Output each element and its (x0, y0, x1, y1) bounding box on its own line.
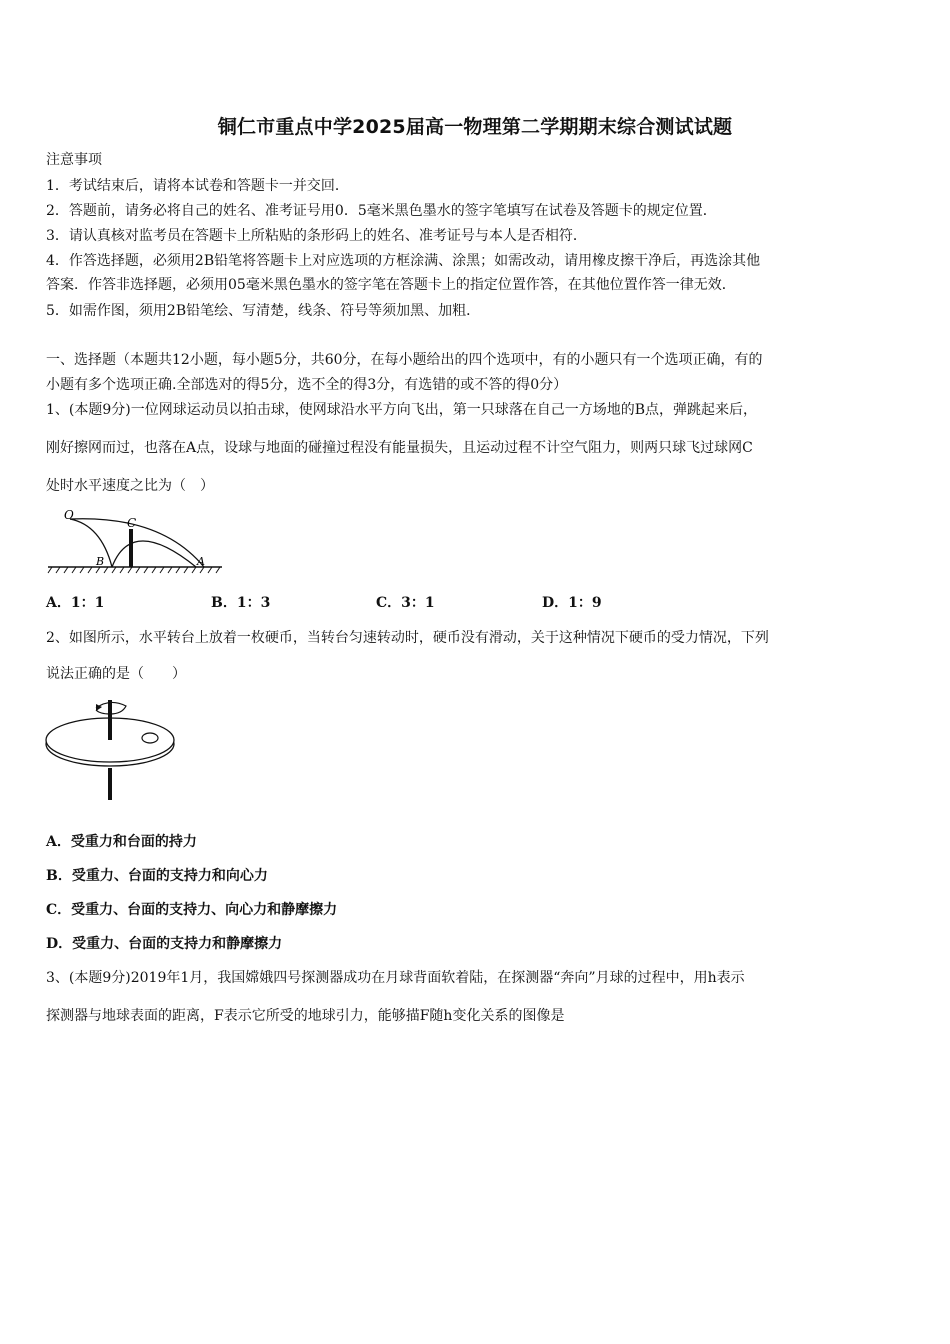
notes-item: 5．如需作图，须用2B铅笔绘、写清楚，线条、符号等须加黑、加粗． (46, 303, 481, 319)
notes-item: 2．答题前，请务必将自己的姓名、准考证号用0．5毫米黑色墨水的签字笔填写在试卷及答题卡的规定位置． (46, 203, 717, 219)
q2-coin (142, 733, 158, 743)
q1-net (129, 529, 133, 567)
q2-axle-top (108, 700, 112, 740)
q1-option-d[interactable]: D．1：9 (542, 595, 602, 611)
q3-stem-line: 探测器与地球表面的距离，F表示它所受的地球引力，能够描F随h变化关系的图像是 (46, 1008, 565, 1024)
q2-stem-line: 2、如图所示，水平转台上放着一枚硬币，当转台匀速转动时，硬币没有滑动，关于这种情况下硬币的受力情况，下列 (46, 630, 769, 646)
q1-label-o: O (64, 508, 74, 522)
q2-option-a[interactable]: A．受重力和台面的持力 (46, 834, 197, 850)
q2-option-c[interactable]: C．受重力、台面的支持力、向心力和静摩擦力 (46, 902, 338, 918)
q2-axle-bottom (108, 768, 112, 800)
q2-option-d[interactable]: D．受重力、台面的支持力和静摩擦力 (46, 936, 283, 952)
q2-option-b[interactable]: B．受重力、台面的支持力和向心力 (46, 868, 268, 884)
notes-heading: 注意事项 (46, 152, 102, 168)
q1-label-b: B (96, 555, 105, 568)
q1-stem-line: 处时水平速度之比为（ ） (46, 478, 214, 494)
q1-tennis-figure (46, 505, 226, 575)
page-title: 铜仁市重点中学2025届高一物理第二学期期末综合测试试题 (217, 116, 733, 138)
q2-stem-line: 说法正确的是（ ） (46, 666, 186, 682)
q1-label-a: A (197, 555, 205, 568)
notes-item: 4．作答选择题，必须用2B铅笔将答题卡上对应选项的方框涂满、涂黑；如需改动，请用橡皮擦干净后，再选涂其他 (46, 253, 761, 269)
q3-stem-line: 3、(本题9分)2019年1月，我国嫦娥四号探测器成功在月球背面软着陆，在探测器“奔向”月球的过程中，用h表示 (46, 970, 745, 986)
q1-trajectory-direct (70, 519, 204, 567)
q2-turntable-figure (44, 694, 180, 802)
q1-option-a[interactable]: A．1：1 (46, 595, 105, 611)
q1-trajectory-bounce-out (112, 541, 196, 567)
section-heading: 一、选择题（本题共12小题，每小题5分，共60分，在每小题给出的四个选项中，有的小题只有一个选项正确，有的 (46, 352, 763, 368)
q1-stem-line: 1、(本题9分)一位网球运动员以拍击球，使网球沿水平方向飞出，第一只球落在自己一方场地的B点，弹跳起来后， (46, 402, 758, 418)
q1-stem-line: 刚好擦网而过，也落在A点，设球与地面的碰撞过程没有能量损失，且运动过程不计空气阻力，则两只球飞过球网C (46, 440, 753, 456)
notes-item: 答案．作答非选择题，必须用05毫米黑色墨水的签字笔在答题卡上的指定位置作答，在其他位置作答一律无效． (46, 277, 736, 293)
q1-trajectory-bounce-in (70, 519, 112, 567)
q1-label-c: C (127, 516, 137, 530)
section-heading: 小题有多个选项正确.全部选对的得5分，选不全的得3分，有选错的或不答的得0分） (46, 377, 568, 393)
notes-item: 3．请认真核对监考员在答题卡上所粘贴的条形码上的姓名、准考证号与本人是否相符． (46, 228, 587, 244)
q1-option-c[interactable]: C．3：1 (376, 595, 435, 611)
q1-option-b[interactable]: B．1：3 (211, 595, 271, 611)
notes-item: 1．考试结束后，请将本试卷和答题卡一并交回． (46, 178, 349, 194)
